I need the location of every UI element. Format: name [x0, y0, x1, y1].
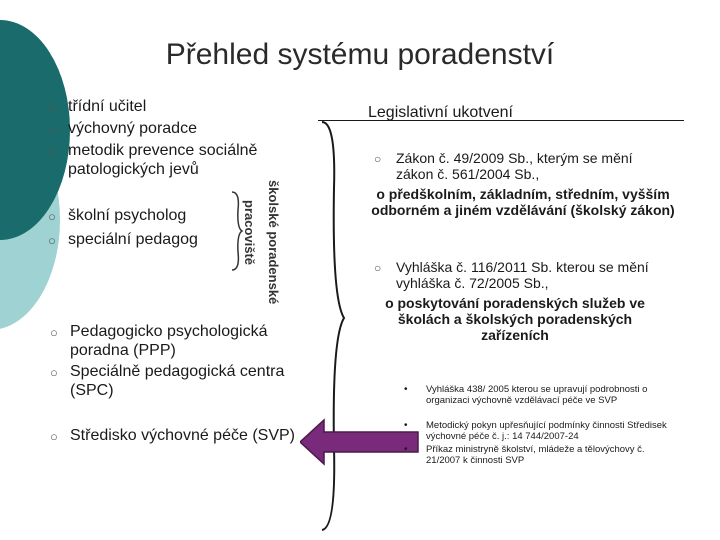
- bullet-icon: ○: [50, 325, 58, 340]
- law-item: ○ Vyhláška č. 116/2011 Sb. kterou se mění vyhláška č. 72/2005 Sb.,: [374, 259, 649, 291]
- bullet-icon: ○: [50, 365, 58, 380]
- vertical-label-pracoviste: pracoviště: [242, 200, 257, 266]
- vertical-label-skolske: školské poradenské: [266, 180, 281, 305]
- legislation-heading: Legislativní ukotvení: [368, 104, 513, 121]
- law-item: ○ Zákon č. 49/2009 Sb., kterým se mění zákon č. 561/2004 Sb.,: [374, 150, 633, 182]
- heading-underline: [318, 120, 684, 121]
- bullet-icon: ○: [48, 209, 56, 224]
- bullet-icon: •: [404, 444, 408, 455]
- law-subtitle: o předškolním, základním, středním, vyšším odborném a jiném vzdělávání (školský zákon): [371, 186, 675, 218]
- left-arrow-icon: [300, 418, 420, 466]
- bullet-icon: ○: [374, 261, 382, 275]
- list-item: ○ Pedagogicko psychologická poradna (PPP): [50, 323, 268, 359]
- bullet-icon: ○: [48, 100, 56, 115]
- list-item: ○ metodik prevence sociálně patologických jevů: [48, 142, 258, 178]
- large-brace-icon: [314, 118, 350, 538]
- list-item: ○ speciální pedagog: [48, 231, 198, 248]
- list-item: ○ Speciálně pedagogická centra (SPC): [50, 363, 285, 399]
- bullet-icon: ○: [48, 233, 56, 248]
- list-item: ○ školní psycholog: [48, 207, 187, 224]
- small-list-item: • Příkaz ministryně školství, mládeže a tělovýchovy č. 21/2007 k činnosti SVP: [404, 444, 645, 466]
- bullet-icon: ○: [48, 144, 56, 159]
- bullet-icon: ○: [50, 429, 58, 444]
- list-item: ○ třídní učitel: [48, 98, 147, 115]
- law-subtitle: o poskytování poradenských služeb ve školách a školských poradenských zařízeních: [385, 295, 645, 343]
- bullet-icon: ○: [48, 122, 56, 137]
- list-item: ○ výchovný poradce: [48, 120, 197, 137]
- small-list-item: • Metodický pokyn upřesňující podmínky činnosti Středisek výchovné péče č. j.: 14 744/2007-24: [404, 420, 667, 442]
- bullet-icon: ○: [374, 152, 382, 166]
- bullet-icon: •: [404, 420, 408, 431]
- bullet-icon: •: [404, 384, 408, 395]
- list-item: ○ Středisko výchovné péče (SVP): [50, 427, 295, 444]
- small-list-item: • Vyhláška 438/ 2005 kterou se upravují podrobnosti o organizaci výchovně vzdělávací péče ve SVP: [404, 384, 648, 406]
- slide-title: Přehled systému poradenství: [165, 38, 555, 71]
